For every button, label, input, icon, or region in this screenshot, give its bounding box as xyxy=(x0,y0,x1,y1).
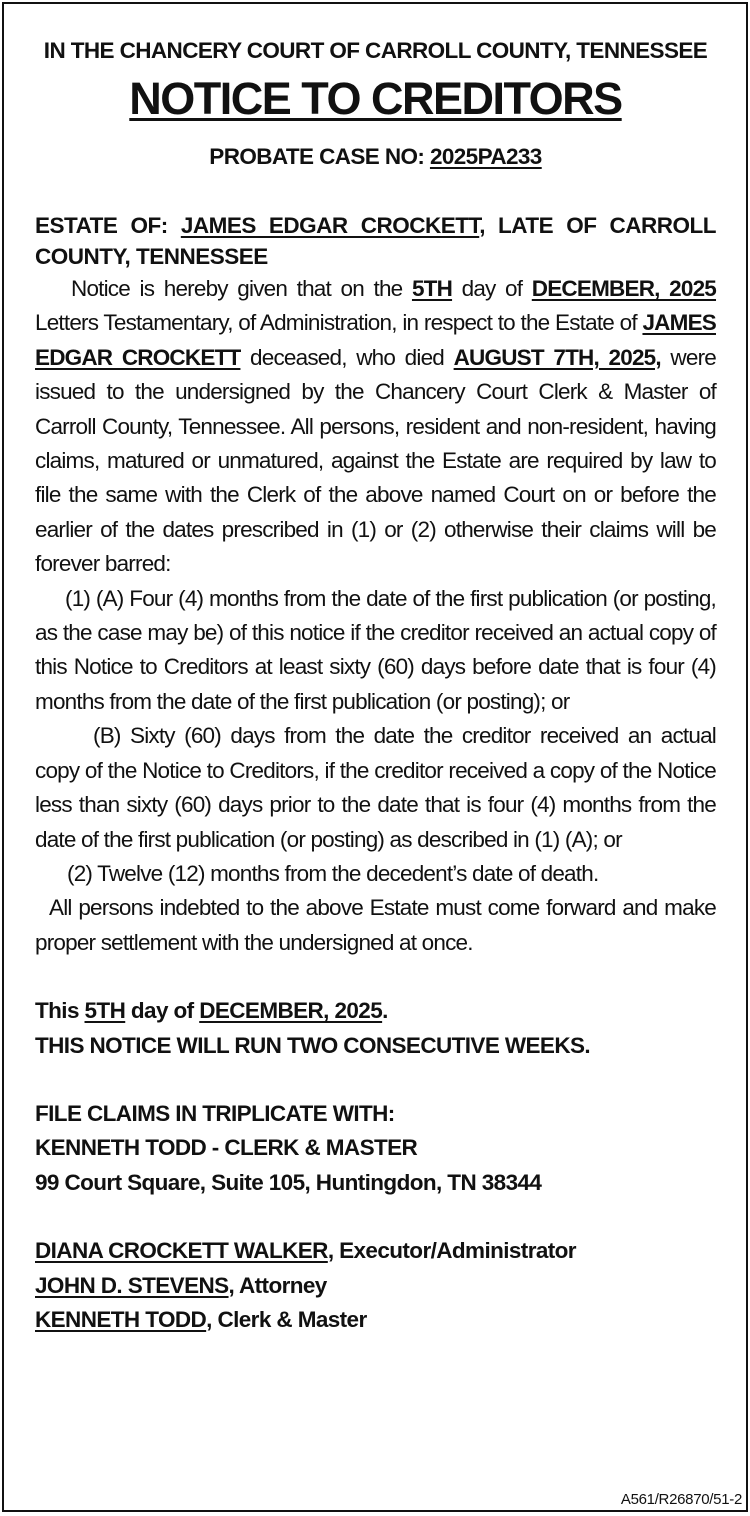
signature-role: , Attorney xyxy=(228,1272,327,1298)
dated-block xyxy=(35,994,716,1063)
estate-rest: , LATE OF CARROLL COUNTY, TENNESSEE xyxy=(35,213,717,269)
text-span: day of xyxy=(125,998,200,1024)
court-heading: IN THE CHANCERY COURT OF CARROLL COUNTY, TENNESSEE xyxy=(43,38,708,63)
estate-heading xyxy=(35,210,716,272)
probate-case-number xyxy=(35,140,716,174)
notice-title: NOTICE TO CREDITORS xyxy=(129,73,622,124)
text-span: Notice is hereby given that on the xyxy=(71,276,412,301)
text-span: Letters Testamentary, of Administration, in respect to the Estate of xyxy=(35,310,643,336)
dated-line xyxy=(35,994,716,1028)
notice-paragraph-1 xyxy=(35,272,716,582)
notice-paragraph-5: All persons indebted to the above Estate must come forward and make proper settlement with the undersigned at once. xyxy=(35,895,716,955)
decedent-name: JAMES EDGAR CROCKETT xyxy=(35,310,716,370)
text-span: deceased, who died xyxy=(240,344,454,370)
text-span: day of xyxy=(452,276,532,301)
text-span: This xyxy=(35,998,85,1024)
signature-role: , Clerk & Master xyxy=(206,1306,367,1332)
notice-paragraph-2: (1) (A) Four (4) months from the date of the first publication (or posting, as the case may be) of this notice if the creditor received an actual copy of this Notice to Creditors at least sixty (60) days before date that is four (4) months from the date of the first publication (or posting); or xyxy=(35,585,716,714)
notice-paragraph-4: (2) Twelve (12) months from the decedent’s date of death. xyxy=(67,860,599,886)
signature-block xyxy=(35,1234,716,1337)
signature-name: JOHN D. STEVENS xyxy=(35,1272,229,1298)
case-number: 2025PA233 xyxy=(429,144,542,169)
signature-executor xyxy=(35,1234,716,1268)
run-notice: THIS NOTICE WILL RUN TWO CONSECUTIVE WEEKS. xyxy=(35,1032,591,1058)
notice-paragraph-3: (B) Sixty (60) days from the date the creditor received an actual copy of the Notice to Creditors, if the creditor received a copy of the Notice less than sixty (60) days prior to the date that is four (4) months from the date of the first publication (or posting) as described in (1) (A); or xyxy=(35,723,716,852)
signature-role: , Executor/Administrator xyxy=(327,1238,576,1264)
death-date: AUGUST 7TH, 2025, xyxy=(453,344,661,370)
notice-body xyxy=(35,272,716,960)
text-span: . xyxy=(382,998,388,1024)
signature-attorney xyxy=(35,1269,716,1303)
estate-label: ESTATE OF: xyxy=(35,213,181,238)
dated-day: 5TH xyxy=(84,998,126,1024)
letters-day: 5TH xyxy=(411,276,453,301)
claims-clerk: KENNETH TODD - CLERK & MASTER xyxy=(35,1135,418,1161)
text-span: were issued to the undersigned by the Chancery Court Clerk & Master of Carroll County, Tennessee. All persons, resident and non-resident, having claims, matured or unmatured, against the Estate are required by law to file the same with the Clerk of the above named Court on or before the earlier of the dates prescribed in (1) or (2) otherwise their claims will be forever barred: xyxy=(35,344,716,577)
signature-name: KENNETH TODD xyxy=(35,1306,207,1332)
legal-notice xyxy=(2,2,748,1512)
signature-name: DIANA CROCKETT WALKER xyxy=(35,1238,328,1264)
letters-month-year: DECEMBER, 2025 xyxy=(531,276,717,301)
claims-block xyxy=(35,1097,716,1200)
estate-name: JAMES EDGAR CROCKETT xyxy=(180,213,480,238)
claims-heading: FILE CLAIMS IN TRIPLICATE WITH: xyxy=(35,1100,395,1126)
signature-clerk xyxy=(35,1303,716,1337)
dated-month-year: DECEMBER, 2025 xyxy=(199,998,383,1024)
publication-code: A561/R26870/51-2 xyxy=(620,1491,742,1508)
case-label: PROBATE CASE NO: xyxy=(209,144,430,169)
claims-address: 99 Court Square, Suite 105, Huntingdon, TN 38344 xyxy=(35,1169,542,1195)
